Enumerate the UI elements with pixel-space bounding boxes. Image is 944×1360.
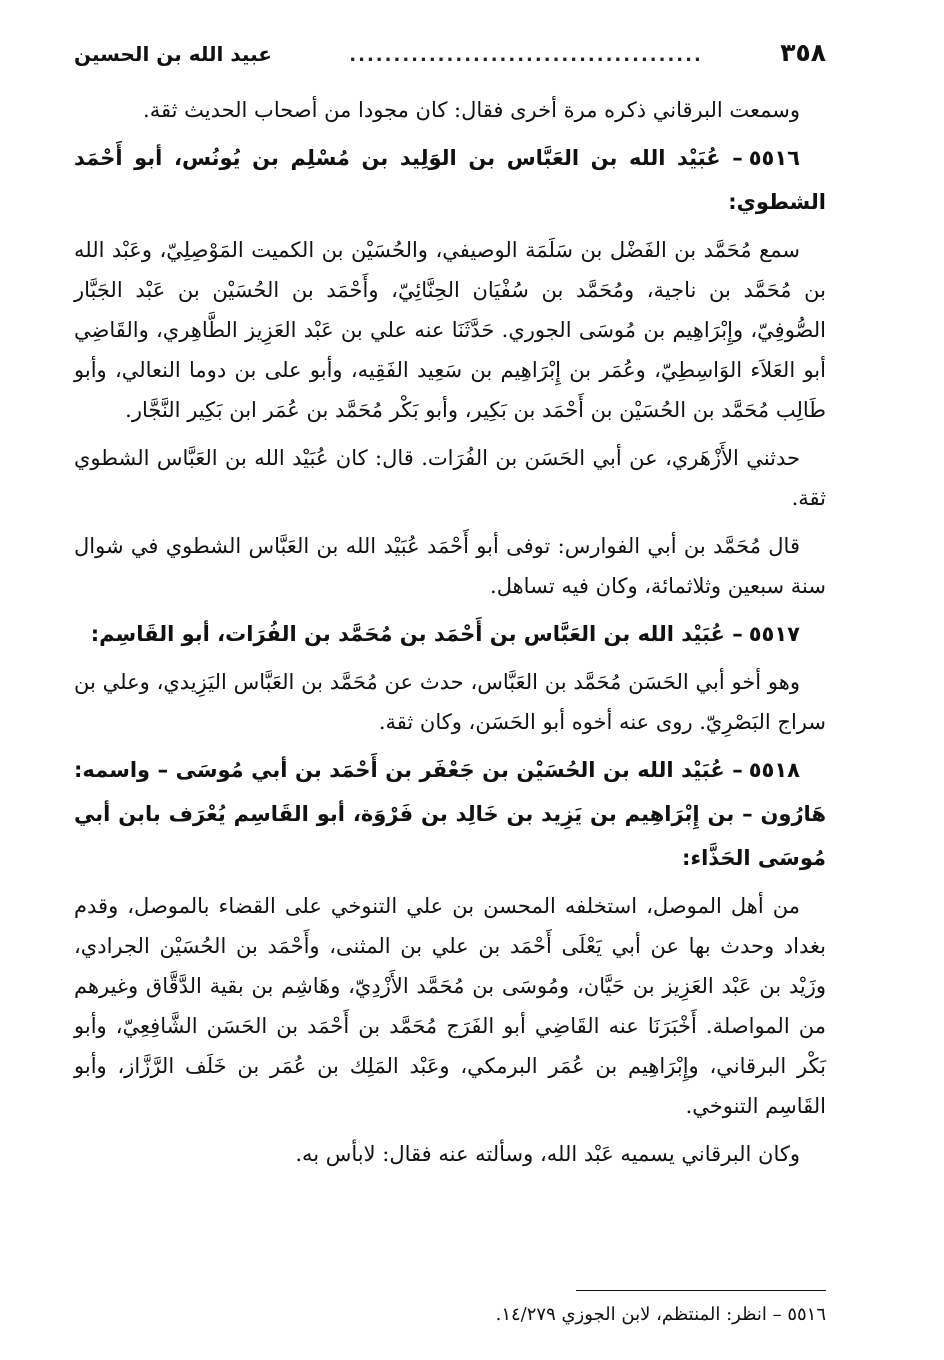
- page-header: [74, 38, 826, 82]
- body-paragraph: وسمعت البرقاني ذكره مرة أخرى فقال: كان مجودا من أصحاب الحديث ثقة.: [143, 98, 800, 122]
- body-paragraph: سمع مُحَمَّد بن الفَضْل بن سَلَمَة الوصيفي، والحُسَيْن بن الكميت المَوْصِلِيّ، وعَبْد الله بن مُحَمَّد بن ناجية، ومُحَمَّد بن سُفْيَان الحِنَّائِيّ، وأَحْمَد بن الحُسَيْن بن عَبْد الجَبَّار الصُّوفِيّ، وإِبْرَاهِيم بن مُوسَى الجوري. حَدَّثَنَا عنه علي بن عَبْد العَزِيز الطَّاهِري، والقَاضِي أبو العَلاَء الوَاسِطِيّ، وعُمَر بن إِبْرَاهِيم بن سَعِيد الفَقِيه، وأبو على بن دوما النعالي، وأبو طَالِب مُحَمَّد بن الحُسَيْن بن أَحْمَد بن بَكِير، وأبو بَكْر مُحَمَّد بن عُمَر ابن بَكِير النَّجَّار.: [74, 238, 826, 422]
- footnote-divider: [576, 1290, 826, 1291]
- entry-heading: [74, 612, 826, 656]
- running-title: عبيد الله بن الحسين: [74, 42, 272, 66]
- page-number: ٣٥٨: [780, 38, 826, 67]
- body-paragraph: حدثني الأَزْهَري، عن أبي الحَسَن بن الفُرَات. قال: كان عُبَيْد الله بن العَبَّاس الشطوي ثقة.: [74, 446, 826, 510]
- entry-title: – عُبَيْد الله بن الحُسَيْن بن جَعْفَر بن أَحْمَد بن أبي مُوسَى – واسمه: هَارُون – بن إِبْرَاهِيم بن يَزِيد بن خَالِد بن فَرْوَة، أبو القَاسِم يُعْرَف بابن أبي مُوسَى الحَذَّاء:: [74, 758, 826, 870]
- entry-title: – عُبَيْد الله بن العَبَّاس بن الوَلِيد بن مُسْلِم بن يُونُس، أبو أَحْمَد الشطوي:: [74, 146, 826, 214]
- leader-dots: ........................................: [349, 45, 703, 66]
- body-paragraph: من أهل الموصل، استخلفه المحسن بن علي التنوخي على القضاء بالموصل، وقدم بغداد وحدث بها عن أبي يَعْلَى أَحْمَد بن علي بن المثنى، وأَحْمَد بن الحُسَيْن الجرادي، وزَيْد بن عَبْد العَزِيز بن حَيَّان، ومُوسَى بن مُحَمَّد الأَزْدِيّ، وهَاشِم بن بقية الدَّقَّاق وغيرهم من المواصلة. أَخْبَرَنَا عنه القَاضِي أبو الفَرَج مُحَمَّد بن أَحْمَد بن الحَسَن الشَّافِعِيّ، وأبو بَكْر البرقاني، وإِبْرَاهِيم بن عُمَر البرمكي، وعَبْد المَلِك بن عُمَر بن خَلَف الرَّزَّاز، وأبو القَاسِم التنوخي.: [74, 894, 826, 1118]
- entry-number: ٥٥١٦: [748, 146, 800, 170]
- entry-number: ٥٥١٨: [748, 758, 800, 782]
- entry-heading: [74, 136, 826, 224]
- entry-number: ٥٥١٧: [748, 622, 800, 646]
- body-paragraph: وكان البرقاني يسميه عَبْد الله، وسألته عنه فقال: لابأس به.: [295, 1142, 800, 1166]
- entry-title: – عُبَيْد الله بن العَبَّاس بن أَحْمَد بن مُحَمَّد بن الفُرَات، أبو القَاسِم:: [90, 622, 743, 646]
- body-paragraph: وهو أخو أبي الحَسَن مُحَمَّد بن العَبَّاس، حدث عن مُحَمَّد بن العَبَّاس اليَزِيدي، وعلي بن سراج البَصْرِيّ. روى عنه أخوه أبو الحَسَن، وكان ثقة.: [74, 670, 826, 734]
- footnote: ٥٥١٦ – انظر: المنتظم، لابن الجوزي ١٤/٢٧٩.: [495, 1304, 826, 1325]
- body-paragraph: قال مُحَمَّد بن أبي الفوارس: توفى أبو أَحْمَد عُبَيْد الله بن العَبَّاس الشطوي في شوال سنة سبعين وثلاثمائة، وكان فيه تساهل.: [74, 534, 826, 598]
- book-page: [74, 38, 826, 1338]
- entry-heading: [74, 748, 826, 880]
